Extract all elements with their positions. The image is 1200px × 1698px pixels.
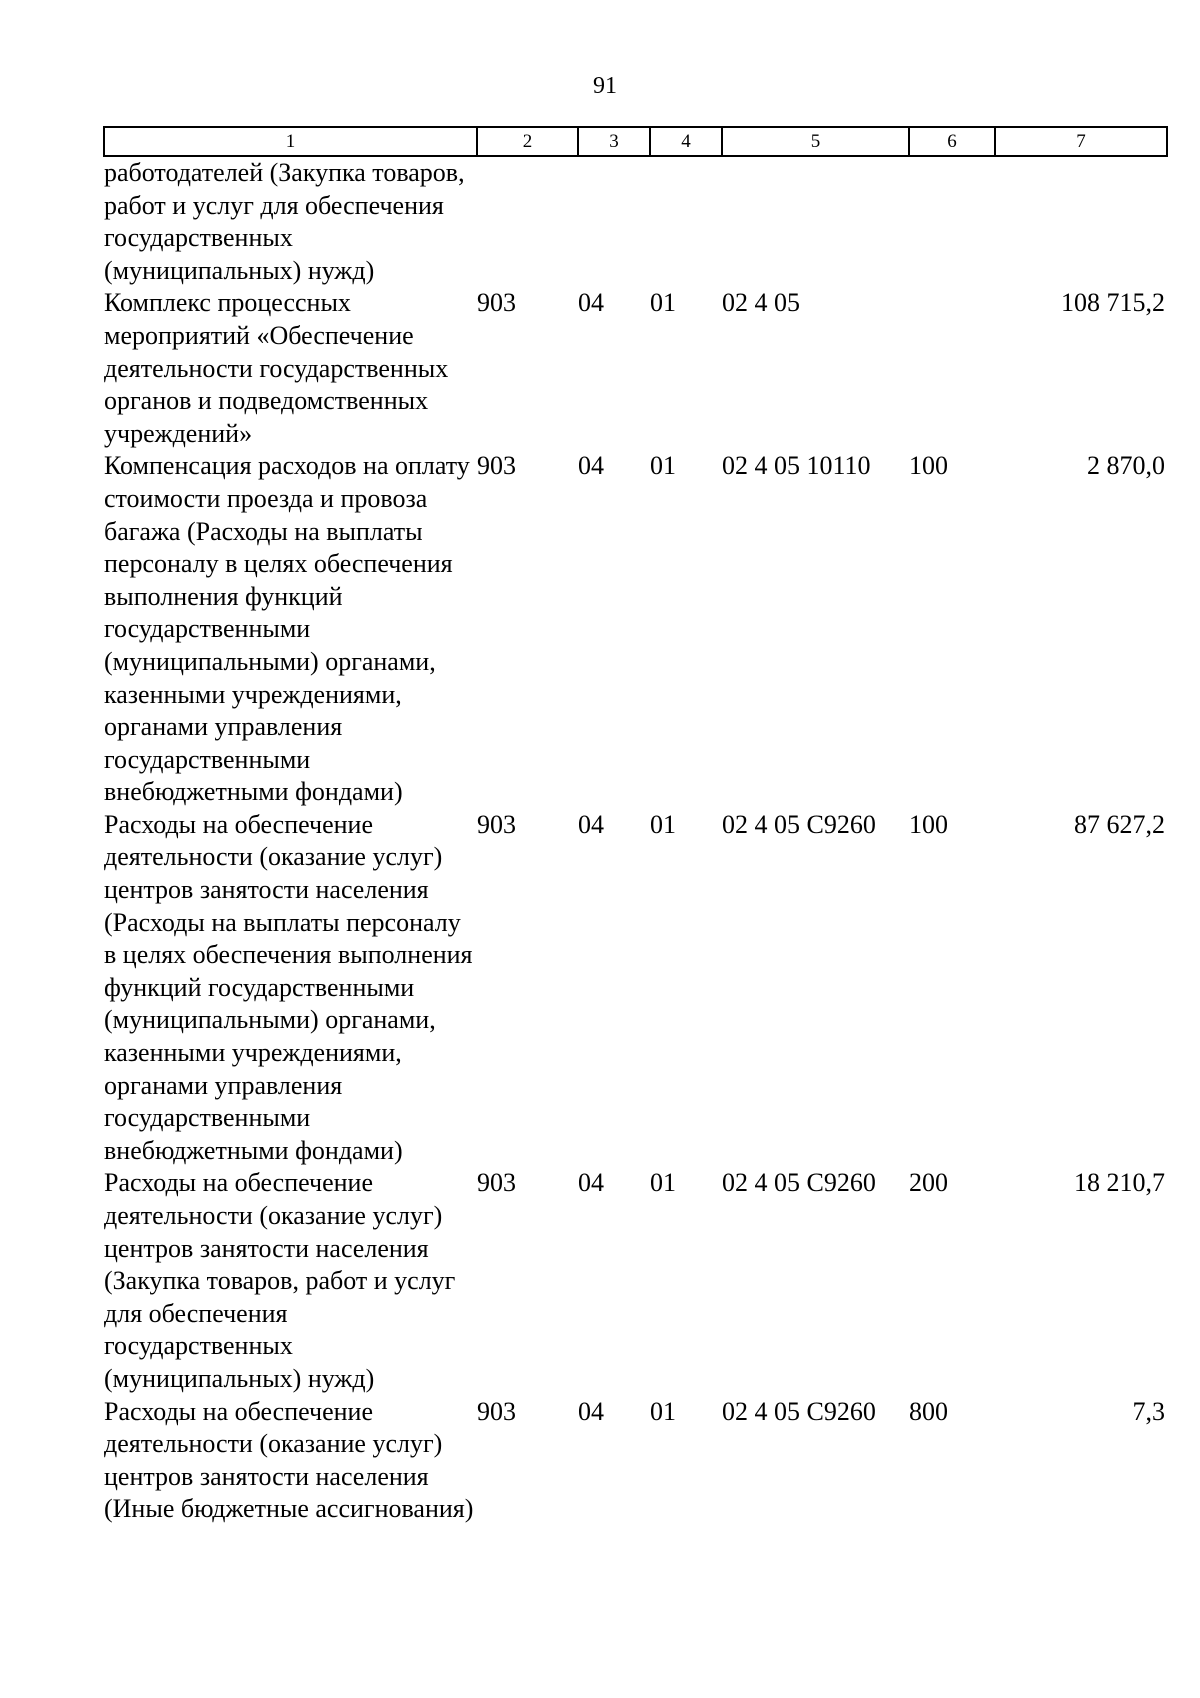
row-amount: 2 870,0 xyxy=(1087,451,1165,481)
table-row xyxy=(104,450,1167,809)
row-vr: 100 xyxy=(909,451,948,481)
column-header-7: 7 xyxy=(995,127,1167,156)
row-csr: 02 4 05 С9260 xyxy=(722,1168,876,1198)
row-pr: 01 xyxy=(650,1168,676,1198)
row-name: Расходы на обеспечение деятельности (оказание услуг) центров занятости населения (Расходы на выплаты персоналу в целях обеспечения выполнения функций государственными (муниципальными) органами, казенными учреждениями, органами управления государственными внебюджетными фондами) xyxy=(104,809,473,1165)
column-header-6: 6 xyxy=(909,127,995,156)
column-header-2: 2 xyxy=(477,127,578,156)
row-vr: 200 xyxy=(909,1168,948,1198)
row-csr: 02 4 05 10110 xyxy=(722,451,871,481)
table-row xyxy=(104,156,1167,287)
table-row xyxy=(104,809,1167,1168)
row-gr: 903 xyxy=(477,288,516,318)
row-rz: 04 xyxy=(578,288,604,318)
row-pr: 01 xyxy=(650,809,676,839)
row-vr xyxy=(909,156,995,287)
row-vr: 800 xyxy=(909,1396,948,1426)
row-rz: 04 xyxy=(578,1396,604,1426)
table-row xyxy=(104,1167,1167,1395)
column-header-5: 5 xyxy=(722,127,909,156)
table-row xyxy=(104,1396,1167,1526)
row-rz xyxy=(578,156,650,287)
row-amount: 18 210,7 xyxy=(1074,1168,1165,1198)
row-rz: 04 xyxy=(578,1168,604,1198)
row-csr: 02 4 05 С9260 xyxy=(722,809,876,839)
row-gr: 903 xyxy=(477,1396,516,1426)
row-gr: 903 xyxy=(477,809,516,839)
row-name: работодателей (Закупка товаров, работ и услуг для обеспечения государственных (муниципальных) нужд) xyxy=(104,158,465,285)
column-header-1: 1 xyxy=(104,127,477,156)
row-amount xyxy=(995,156,1167,287)
row-amount: 87 627,2 xyxy=(1074,809,1165,839)
row-pr: 01 xyxy=(650,451,676,481)
row-name: Расходы на обеспечение деятельности (оказание услуг) центров занятости населения (Иные бюджетные ассигнования) xyxy=(104,1396,474,1524)
row-csr: 02 4 05 С9260 xyxy=(722,1396,876,1426)
table-header-row xyxy=(104,127,1167,156)
row-gr xyxy=(477,156,578,287)
row-gr: 903 xyxy=(477,1168,516,1198)
row-pr: 01 xyxy=(650,1396,676,1426)
row-name: Комплекс процессных мероприятий «Обеспечение деятельности государственных органов и подведомственных учреждений» xyxy=(104,288,449,448)
row-amount: 7,3 xyxy=(1132,1396,1165,1426)
row-gr: 903 xyxy=(477,451,516,481)
row-name: Компенсация расходов на оплату стоимости проезда и провоза багажа (Расходы на выплаты персоналу в целях обеспечения выполнения функций государственными (муниципальными) органами, казенными учреждениями, органами управления государственными внебюджетными фондами) xyxy=(104,451,470,807)
row-amount: 108 715,2 xyxy=(1061,288,1165,318)
row-pr: 01 xyxy=(650,288,676,318)
row-csr: 02 4 05 xyxy=(722,288,800,318)
budget-table xyxy=(103,126,1168,1526)
row-vr xyxy=(909,287,995,450)
table-row xyxy=(104,287,1167,450)
row-pr xyxy=(650,156,722,287)
column-header-3: 3 xyxy=(578,127,650,156)
row-csr xyxy=(722,156,909,287)
page-number: 91 xyxy=(593,73,617,99)
row-vr: 100 xyxy=(909,809,948,839)
row-rz: 04 xyxy=(578,809,604,839)
column-header-4: 4 xyxy=(650,127,722,156)
row-rz: 04 xyxy=(578,451,604,481)
row-name: Расходы на обеспечение деятельности (оказание услуг) центров занятости населения (Закупка товаров, работ и услуг для обеспечения государственных (муниципальных) нужд) xyxy=(104,1168,456,1393)
